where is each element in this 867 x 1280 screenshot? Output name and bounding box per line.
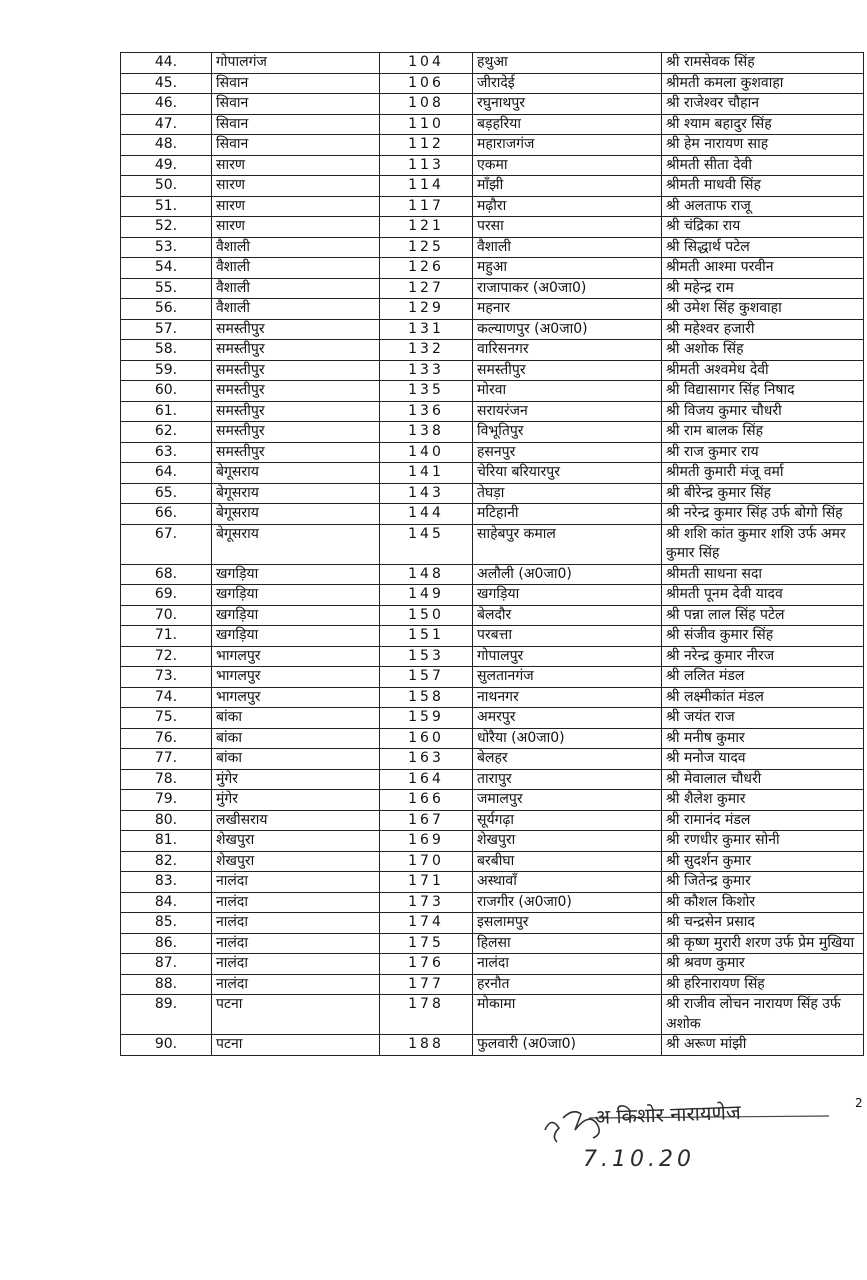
table-row: [121, 278, 864, 299]
constituency-cell: साहेबपुर कमाल: [473, 524, 662, 564]
table-row: [121, 933, 864, 954]
constituency-cell: वैशाली: [473, 237, 662, 258]
candidate-cell: श्रीमती अश्वमेध देवी: [662, 360, 864, 381]
serial-cell: 79.: [121, 790, 212, 811]
constituency-code-cell: 167: [380, 810, 473, 831]
district-cell: समस्तीपुर: [212, 381, 380, 402]
serial-cell: 84.: [121, 892, 212, 913]
candidate-cell: श्री हरिनारायण सिंह: [662, 974, 864, 995]
constituency-cell: तेघड़ा: [473, 483, 662, 504]
district-cell: समस्तीपुर: [212, 340, 380, 361]
district-cell: पटना: [212, 1035, 380, 1056]
serial-cell: 54.: [121, 258, 212, 279]
district-cell: नालंदा: [212, 974, 380, 995]
candidate-cell: श्री अशोक सिंह: [662, 340, 864, 361]
serial-cell: 57.: [121, 319, 212, 340]
serial-cell: 68.: [121, 564, 212, 585]
serial-cell: 69.: [121, 585, 212, 606]
candidate-cell: श्रीमती कुमारी मंजू वर्मा: [662, 463, 864, 484]
constituency-code-cell: 132: [380, 340, 473, 361]
constituency-code-cell: 110: [380, 114, 473, 135]
serial-cell: 58.: [121, 340, 212, 361]
table-row: [121, 135, 864, 156]
district-cell: नालंदा: [212, 913, 380, 934]
constituency-cell: विभूतिपुर: [473, 422, 662, 443]
candidate-list-body: [121, 53, 864, 1056]
district-cell: वैशाली: [212, 299, 380, 320]
constituency-cell: समस्तीपुर: [473, 360, 662, 381]
district-cell: नालंदा: [212, 954, 380, 975]
table-row: [121, 790, 864, 811]
constituency-code-cell: 151: [380, 626, 473, 647]
constituency-cell: महुआ: [473, 258, 662, 279]
candidate-cell: श्री श्याम बहादुर सिंह: [662, 114, 864, 135]
candidate-cell: श्री रणधीर कुमार सोनी: [662, 831, 864, 852]
serial-cell: 46.: [121, 94, 212, 115]
constituency-code-cell: 104: [380, 53, 473, 74]
candidate-cell: श्री सिद्धार्थ पटेल: [662, 237, 864, 258]
constituency-code-cell: 169: [380, 831, 473, 852]
district-cell: खगड़िया: [212, 605, 380, 626]
serial-cell: 78.: [121, 769, 212, 790]
constituency-code-cell: 177: [380, 974, 473, 995]
district-cell: सिवान: [212, 94, 380, 115]
serial-cell: 76.: [121, 728, 212, 749]
constituency-cell: बेलहर: [473, 749, 662, 770]
serial-cell: 49.: [121, 155, 212, 176]
table-row: [121, 360, 864, 381]
candidate-cell: श्री बीरेन्द्र कुमार सिंह: [662, 483, 864, 504]
table-row: [121, 913, 864, 934]
district-cell: समस्तीपुर: [212, 442, 380, 463]
candidate-cell: श्री शशि कांत कुमार शशि उर्फ अमर कुमार सिंह: [662, 524, 864, 564]
table-row: [121, 974, 864, 995]
constituency-cell: तारापुर: [473, 769, 662, 790]
candidate-cell: श्री राजेश्वर चौहान: [662, 94, 864, 115]
signature: [535, 1094, 860, 1174]
table-row: [121, 176, 864, 197]
serial-cell: 45.: [121, 73, 212, 94]
candidate-cell: श्री महेश्वर हजारी: [662, 319, 864, 340]
constituency-code-cell: 133: [380, 360, 473, 381]
table-row: [121, 483, 864, 504]
constituency-code-cell: 157: [380, 667, 473, 688]
serial-cell: 74.: [121, 687, 212, 708]
candidate-cell: श्री रामसेवक सिंह: [662, 53, 864, 74]
candidate-cell: श्री विद्यासागर सिंह निषाद: [662, 381, 864, 402]
table-row: [121, 340, 864, 361]
serial-cell: 82.: [121, 851, 212, 872]
candidate-cell: श्री शैलेश कुमार: [662, 790, 864, 811]
candidate-cell: श्री चन्द्रसेन प्रसाद: [662, 913, 864, 934]
constituency-code-cell: 141: [380, 463, 473, 484]
table-row: [121, 401, 864, 422]
constituency-cell: सुलतानगंज: [473, 667, 662, 688]
serial-cell: 66.: [121, 504, 212, 525]
candidate-cell: श्री मनीष कुमार: [662, 728, 864, 749]
table-row: [121, 851, 864, 872]
constituency-cell: रघुनाथपुर: [473, 94, 662, 115]
district-cell: सारण: [212, 176, 380, 197]
constituency-cell: फुलवारी (अ0जा0): [473, 1035, 662, 1056]
constituency-code-cell: 159: [380, 708, 473, 729]
candidate-cell: श्री पन्ना लाल सिंह पटेल: [662, 605, 864, 626]
constituency-cell: खगड़िया: [473, 585, 662, 606]
serial-cell: 62.: [121, 422, 212, 443]
table-row: [121, 626, 864, 647]
constituency-code-cell: 160: [380, 728, 473, 749]
constituency-cell: एकमा: [473, 155, 662, 176]
constituency-code-cell: 153: [380, 646, 473, 667]
signature-date: 7.10.20: [583, 1147, 695, 1172]
constituency-cell: राजगीर (अ0जा0): [473, 892, 662, 913]
constituency-cell: परबत्ता: [473, 626, 662, 647]
table-row: [121, 258, 864, 279]
constituency-code-cell: 145: [380, 524, 473, 564]
district-cell: समस्तीपुर: [212, 422, 380, 443]
constituency-code-cell: 127: [380, 278, 473, 299]
constituency-cell: हथुआ: [473, 53, 662, 74]
district-cell: बेगूसराय: [212, 504, 380, 525]
candidate-cell: श्री श्रवण कुमार: [662, 954, 864, 975]
constituency-code-cell: 149: [380, 585, 473, 606]
constituency-code-cell: 112: [380, 135, 473, 156]
table-row: [121, 831, 864, 852]
table-row: [121, 463, 864, 484]
candidate-cell: श्रीमती साधना सदा: [662, 564, 864, 585]
table-row: [121, 196, 864, 217]
constituency-cell: मोकामा: [473, 995, 662, 1035]
serial-cell: 52.: [121, 217, 212, 238]
table-row: [121, 319, 864, 340]
constituency-code-cell: 114: [380, 176, 473, 197]
candidate-cell: श्री अरूण मांझी: [662, 1035, 864, 1056]
constituency-cell: हसनपुर: [473, 442, 662, 463]
constituency-code-cell: 129: [380, 299, 473, 320]
serial-cell: 55.: [121, 278, 212, 299]
district-cell: बांका: [212, 728, 380, 749]
constituency-code-cell: 143: [380, 483, 473, 504]
table-row: [121, 53, 864, 74]
constituency-cell: परसा: [473, 217, 662, 238]
constituency-cell: बेलदौर: [473, 605, 662, 626]
constituency-cell: धोरैया (अ0जा0): [473, 728, 662, 749]
constituency-cell: वारिसनगर: [473, 340, 662, 361]
page-number: 2: [855, 1096, 863, 1110]
candidate-cell: श्री विजय कुमार चौधरी: [662, 401, 864, 422]
table-row: [121, 237, 864, 258]
candidate-list-table: [120, 52, 864, 1056]
constituency-code-cell: 117: [380, 196, 473, 217]
serial-cell: 83.: [121, 872, 212, 893]
candidate-cell: श्री संजीव कुमार सिंह: [662, 626, 864, 647]
district-cell: गोपालगंज: [212, 53, 380, 74]
table-row: [121, 585, 864, 606]
serial-cell: 75.: [121, 708, 212, 729]
district-cell: लखीसराय: [212, 810, 380, 831]
candidate-cell: श्री लक्ष्मीकांत मंडल: [662, 687, 864, 708]
serial-cell: 44.: [121, 53, 212, 74]
table-row: [121, 810, 864, 831]
constituency-code-cell: 174: [380, 913, 473, 934]
district-cell: बांका: [212, 749, 380, 770]
serial-cell: 72.: [121, 646, 212, 667]
district-cell: पटना: [212, 995, 380, 1035]
constituency-code-cell: 150: [380, 605, 473, 626]
constituency-cell: जीरादेई: [473, 73, 662, 94]
serial-cell: 81.: [121, 831, 212, 852]
candidate-cell: श्री महेन्द्र राम: [662, 278, 864, 299]
table-row: [121, 954, 864, 975]
serial-cell: 63.: [121, 442, 212, 463]
constituency-cell: शेखपुरा: [473, 831, 662, 852]
constituency-code-cell: 113: [380, 155, 473, 176]
candidate-cell: श्री ललित मंडल: [662, 667, 864, 688]
constituency-cell: कल्याणपुर (अ0जा0): [473, 319, 662, 340]
constituency-code-cell: 144: [380, 504, 473, 525]
table-row: [121, 646, 864, 667]
district-cell: नालंदा: [212, 872, 380, 893]
serial-cell: 87.: [121, 954, 212, 975]
district-cell: बेगूसराय: [212, 463, 380, 484]
table-row: [121, 687, 864, 708]
district-cell: समस्तीपुर: [212, 319, 380, 340]
table-row: [121, 749, 864, 770]
constituency-code-cell: 171: [380, 872, 473, 893]
constituency-cell: इसलामपुर: [473, 913, 662, 934]
district-cell: सारण: [212, 155, 380, 176]
table-row: [121, 728, 864, 749]
constituency-code-cell: 140: [380, 442, 473, 463]
serial-cell: 89.: [121, 995, 212, 1035]
candidate-cell: श्रीमती आश्मा परवीन: [662, 258, 864, 279]
constituency-code-cell: 148: [380, 564, 473, 585]
constituency-code-cell: 121: [380, 217, 473, 238]
district-cell: भागलपुर: [212, 667, 380, 688]
serial-cell: 86.: [121, 933, 212, 954]
table-row: [121, 605, 864, 626]
serial-cell: 60.: [121, 381, 212, 402]
serial-cell: 47.: [121, 114, 212, 135]
district-cell: बांका: [212, 708, 380, 729]
district-cell: शेखपुरा: [212, 851, 380, 872]
table-row: [121, 114, 864, 135]
district-cell: शेखपुरा: [212, 831, 380, 852]
serial-cell: 51.: [121, 196, 212, 217]
candidate-cell: श्री नरेन्द्र कुमार सिंह उर्फ बोगो सिंह: [662, 504, 864, 525]
constituency-cell: सूर्यगढ़ा: [473, 810, 662, 831]
candidate-cell: श्री उमेश सिंह कुशवाहा: [662, 299, 864, 320]
district-cell: भागलपुर: [212, 687, 380, 708]
constituency-code-cell: 164: [380, 769, 473, 790]
candidate-cell: श्रीमती कमला कुशवाहा: [662, 73, 864, 94]
serial-cell: 64.: [121, 463, 212, 484]
district-cell: सारण: [212, 196, 380, 217]
constituency-cell: बड़हरिया: [473, 114, 662, 135]
constituency-code-cell: 138: [380, 422, 473, 443]
district-cell: वैशाली: [212, 237, 380, 258]
signature-name: अ किशोर नारायणेज: [594, 1099, 742, 1129]
constituency-code-cell: 178: [380, 995, 473, 1035]
serial-cell: 85.: [121, 913, 212, 934]
candidate-cell: श्रीमती सीता देवी: [662, 155, 864, 176]
serial-cell: 56.: [121, 299, 212, 320]
district-cell: सिवान: [212, 73, 380, 94]
constituency-cell: नालंदा: [473, 954, 662, 975]
constituency-cell: राजापाकर (अ0जा0): [473, 278, 662, 299]
district-cell: खगड़िया: [212, 626, 380, 647]
serial-cell: 48.: [121, 135, 212, 156]
table-row: [121, 504, 864, 525]
constituency-code-cell: 131: [380, 319, 473, 340]
constituency-code-cell: 176: [380, 954, 473, 975]
constituency-cell: नाथनगर: [473, 687, 662, 708]
serial-cell: 53.: [121, 237, 212, 258]
district-cell: नालंदा: [212, 892, 380, 913]
constituency-code-cell: 135: [380, 381, 473, 402]
candidate-cell: श्रीमती पूनम देवी यादव: [662, 585, 864, 606]
candidate-cell: श्री सुदर्शन कुमार: [662, 851, 864, 872]
constituency-cell: मोरवा: [473, 381, 662, 402]
constituency-cell: अस्थावाँ: [473, 872, 662, 893]
constituency-cell: अलौली (अ0जा0): [473, 564, 662, 585]
candidate-cell: श्रीमती माधवी सिंह: [662, 176, 864, 197]
district-cell: भागलपुर: [212, 646, 380, 667]
district-cell: सिवान: [212, 114, 380, 135]
constituency-code-cell: 175: [380, 933, 473, 954]
constituency-code-cell: 166: [380, 790, 473, 811]
serial-cell: 77.: [121, 749, 212, 770]
table-row: [121, 892, 864, 913]
candidate-cell: श्री राम बालक सिंह: [662, 422, 864, 443]
district-cell: बेगूसराय: [212, 483, 380, 504]
district-cell: खगड़िया: [212, 585, 380, 606]
table-row: [121, 667, 864, 688]
candidate-cell: श्री जितेन्द्र कुमार: [662, 872, 864, 893]
serial-cell: 59.: [121, 360, 212, 381]
district-cell: नालंदा: [212, 933, 380, 954]
candidate-cell: श्री हेम नारायण साह: [662, 135, 864, 156]
serial-cell: 65.: [121, 483, 212, 504]
serial-cell: 50.: [121, 176, 212, 197]
candidate-cell: श्री राजीव लोचन नारायण सिंह उर्फ अशोक: [662, 995, 864, 1035]
table-row: [121, 73, 864, 94]
district-cell: मुंगेर: [212, 769, 380, 790]
constituency-cell: मटिहानी: [473, 504, 662, 525]
serial-cell: 67.: [121, 524, 212, 564]
candidate-cell: श्री जयंत राज: [662, 708, 864, 729]
district-cell: समस्तीपुर: [212, 360, 380, 381]
constituency-code-cell: 106: [380, 73, 473, 94]
constituency-code-cell: 108: [380, 94, 473, 115]
district-cell: बेगूसराय: [212, 524, 380, 564]
district-cell: समस्तीपुर: [212, 401, 380, 422]
constituency-cell: गोपालपुर: [473, 646, 662, 667]
serial-cell: 80.: [121, 810, 212, 831]
constituency-cell: महनार: [473, 299, 662, 320]
table-row: [121, 769, 864, 790]
district-cell: वैशाली: [212, 278, 380, 299]
table-row: [121, 564, 864, 585]
candidate-cell: श्री चंद्रिका राय: [662, 217, 864, 238]
table-row: [121, 155, 864, 176]
candidate-cell: श्री रामानंद मंडल: [662, 810, 864, 831]
candidate-cell: श्री मेवालाल चौधरी: [662, 769, 864, 790]
district-cell: सारण: [212, 217, 380, 238]
candidate-cell: श्री कृष्ण मुरारी शरण उर्फ प्रेम मुखिया: [662, 933, 864, 954]
serial-cell: 88.: [121, 974, 212, 995]
constituency-cell: हरनौत: [473, 974, 662, 995]
constituency-code-cell: 126: [380, 258, 473, 279]
table-row: [121, 94, 864, 115]
table-row: [121, 217, 864, 238]
serial-cell: 90.: [121, 1035, 212, 1056]
table-row: [121, 872, 864, 893]
candidate-cell: श्री कौशल किशोर: [662, 892, 864, 913]
constituency-code-cell: 158: [380, 687, 473, 708]
district-cell: खगड़िया: [212, 564, 380, 585]
constituency-cell: जमालपुर: [473, 790, 662, 811]
constituency-code-cell: 170: [380, 851, 473, 872]
district-cell: सिवान: [212, 135, 380, 156]
constituency-code-cell: 188: [380, 1035, 473, 1056]
table-row: [121, 442, 864, 463]
district-cell: वैशाली: [212, 258, 380, 279]
serial-cell: 61.: [121, 401, 212, 422]
constituency-cell: चेरिया बरियारपुर: [473, 463, 662, 484]
table-row: [121, 1035, 864, 1056]
serial-cell: 71.: [121, 626, 212, 647]
serial-cell: 70.: [121, 605, 212, 626]
candidate-cell: श्री मनोज यादव: [662, 749, 864, 770]
constituency-cell: हिलसा: [473, 933, 662, 954]
table-row: [121, 708, 864, 729]
table-row: [121, 524, 864, 564]
constituency-code-cell: 173: [380, 892, 473, 913]
constituency-cell: सरायरंजन: [473, 401, 662, 422]
constituency-cell: माँझी: [473, 176, 662, 197]
candidate-cell: श्री नरेन्द्र कुमार नीरज: [662, 646, 864, 667]
constituency-cell: अमरपुर: [473, 708, 662, 729]
constituency-code-cell: 136: [380, 401, 473, 422]
table-row: [121, 381, 864, 402]
constituency-cell: मढ़ौरा: [473, 196, 662, 217]
candidate-cell: श्री अलताफ राजू: [662, 196, 864, 217]
district-cell: मुंगेर: [212, 790, 380, 811]
constituency-code-cell: 163: [380, 749, 473, 770]
constituency-cell: महाराजगंज: [473, 135, 662, 156]
table-row: [121, 422, 864, 443]
signature-stroke: [545, 1112, 599, 1142]
table-row: [121, 299, 864, 320]
constituency-cell: बरबीघा: [473, 851, 662, 872]
constituency-code-cell: 125: [380, 237, 473, 258]
table-row: [121, 995, 864, 1035]
serial-cell: 73.: [121, 667, 212, 688]
candidate-cell: श्री राज कुमार राय: [662, 442, 864, 463]
